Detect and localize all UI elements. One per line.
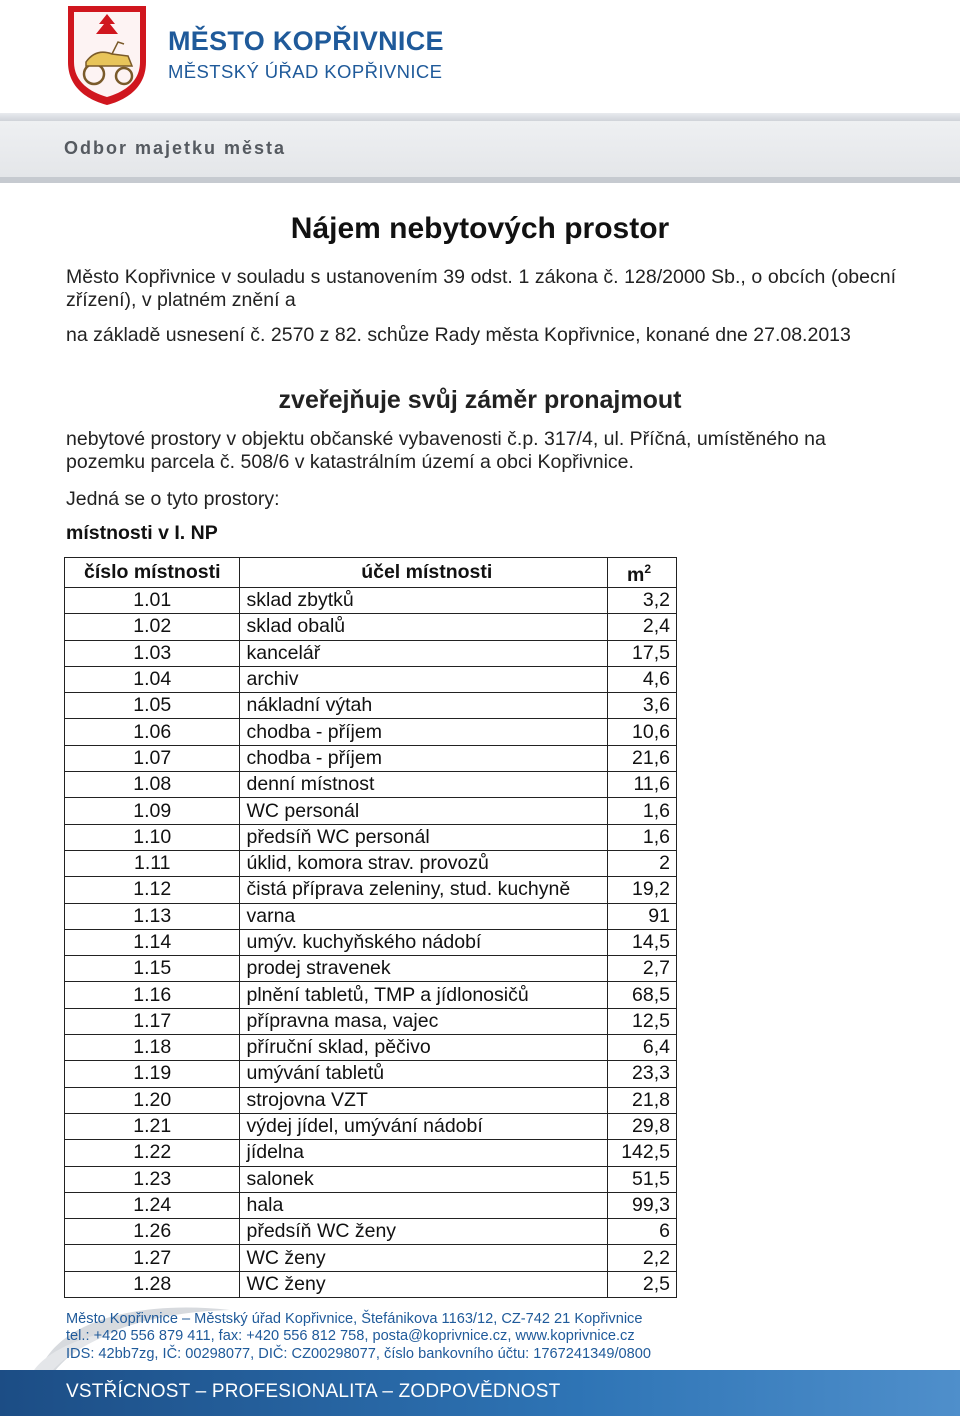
room-area-cell: 12,5 [608,1008,677,1034]
table-row [65,824,677,850]
room-purpose-cell: čistá příprava zeleniny, stud. kuchyně [240,877,608,903]
table-row [65,1061,677,1087]
room-area-cell: 3,6 [608,693,677,719]
room-area-cell: 68,5 [608,982,677,1008]
footer-address: Město Kopřivnice – Městský úřad Kopřivnice, Štefánikova 1163/12, CZ-742 21 Kopřivnice [66,1311,643,1327]
room-purpose-cell: kancelář [240,640,608,666]
room-purpose-cell: předsíň WC personál [240,824,608,850]
room-area-cell: 2,2 [608,1245,677,1271]
room-number-cell: 1.24 [65,1192,240,1218]
room-purpose-cell: příruční sklad, pěčivo [240,1035,608,1061]
room-purpose-cell: jídelna [240,1140,608,1166]
intro-paragraph-legal: Město Kopřivnice v souladu s ustanovením 39 odst. 1 zákona č. 128/2000 Sb., o obcích (obecní zřízení), v platném znění a [66,266,896,311]
room-purpose-cell: nákladní výtah [240,693,608,719]
header-room-area [608,558,677,588]
room-purpose-cell: chodba - příjem [240,719,608,745]
table-row [65,1035,677,1061]
room-area-cell: 2,5 [608,1271,677,1297]
header-divider [0,113,960,121]
room-area-cell: 91 [608,903,677,929]
room-purpose-cell: prodej stravenek [240,956,608,982]
table-header-row [65,558,677,588]
table-row [65,614,677,640]
header-room-number: číslo místnosti [65,558,240,588]
table-row [65,745,677,771]
room-area-cell: 99,3 [608,1192,677,1218]
table-row [65,1166,677,1192]
table-row [65,850,677,876]
room-purpose-cell: WC ženy [240,1271,608,1297]
room-area-cell: 10,6 [608,719,677,745]
room-purpose-cell: chodba - příjem [240,745,608,771]
floor-label: místnosti v I. NP [66,522,218,544]
room-number-cell: 1.02 [65,614,240,640]
table-row [65,1192,677,1218]
table-row [65,1087,677,1113]
room-number-cell: 1.05 [65,693,240,719]
room-number-cell: 1.10 [65,824,240,850]
rooms-table [64,557,677,1298]
room-purpose-cell: sklad zbytků [240,588,608,614]
room-number-cell: 1.07 [65,745,240,771]
rooms-table-body [65,588,677,1298]
room-number-cell: 1.16 [65,982,240,1008]
room-area-cell: 19,2 [608,877,677,903]
table-row [65,1113,677,1139]
room-number-cell: 1.27 [65,1245,240,1271]
table-row [65,1245,677,1271]
room-area-cell: 29,8 [608,1113,677,1139]
room-number-cell: 1.14 [65,929,240,955]
room-number-cell: 1.08 [65,772,240,798]
room-number-cell: 1.06 [65,719,240,745]
area-unit-exponent: 2 [644,562,652,576]
city-name: MĚSTO KOPŘIVNICE [168,26,444,56]
office-name: MĚSTSKÝ ÚŘAD KOPŘIVNICE [168,61,443,82]
room-number-cell: 1.26 [65,1219,240,1245]
table-row [65,666,677,692]
room-purpose-cell: úklid, komora strav. provozů [240,850,608,876]
room-purpose-cell: varna [240,903,608,929]
room-purpose-cell: předsíň WC ženy [240,1219,608,1245]
room-purpose-cell: WC personál [240,798,608,824]
city-coat-of-arms-logo [66,4,148,106]
room-number-cell: 1.04 [65,666,240,692]
room-area-cell: 4,6 [608,666,677,692]
room-number-cell: 1.13 [65,903,240,929]
room-area-cell: 6,4 [608,1035,677,1061]
footer-motto: VSTŘÍCNOST – PROFESIONALITA – ZODPOVĚDNOST [66,1381,561,1402]
room-area-cell: 14,5 [608,929,677,955]
property-description: nebytové prostory v objektu občanské vybavenosti č.p. 317/4, ul. Příčná, umístěného na pozemku parcela č. 508/6 v katastrálním území a obci Kopřivnice. [66,428,826,473]
announcement-heading: zveřejňuje svůj záměr pronajmout [278,386,682,414]
table-row [65,1219,677,1245]
footer-ids: IDS: 42bb7zg, IČ: 00298077, DIČ: CZ00298077, číslo bankovního účtu: 1767241349/0800 [66,1346,651,1362]
room-number-cell: 1.22 [65,1140,240,1166]
room-purpose-cell: strojovna VZT [240,1087,608,1113]
room-number-cell: 1.15 [65,956,240,982]
room-area-cell: 1,6 [608,798,677,824]
room-area-cell: 17,5 [608,640,677,666]
room-number-cell: 1.28 [65,1271,240,1297]
room-area-cell: 23,3 [608,1061,677,1087]
room-purpose-cell: WC ženy [240,1245,608,1271]
room-area-cell: 6 [608,1219,677,1245]
room-number-cell: 1.09 [65,798,240,824]
table-row [65,1140,677,1166]
room-number-cell: 1.03 [65,640,240,666]
room-area-cell: 142,5 [608,1140,677,1166]
room-number-cell: 1.01 [65,588,240,614]
table-row [65,719,677,745]
table-row [65,798,677,824]
room-area-cell: 21,6 [608,745,677,771]
room-area-cell: 2,7 [608,956,677,982]
room-purpose-cell: umýv. kuchyňského nádobí [240,929,608,955]
room-purpose-cell: přípravna masa, vajec [240,1008,608,1034]
room-area-cell: 1,6 [608,824,677,850]
document-title: Nájem nebytových prostor [290,212,670,245]
room-purpose-cell: umývání tabletů [240,1061,608,1087]
room-purpose-cell: výdej jídel, umývání nádobí [240,1113,608,1139]
room-area-cell: 2,4 [608,614,677,640]
table-row [65,693,677,719]
room-purpose-cell: plnění tabletů, TMP a jídlonosičů [240,982,608,1008]
room-area-cell: 21,8 [608,1087,677,1113]
intro-paragraph-resolution: na základě usnesení č. 2570 z 82. schůze Rady města Kopřivnice, konané dne 27.08.2013 [66,324,851,346]
area-unit: m [627,564,645,586]
rooms-intro: Jedná se o tyto prostory: [66,488,280,510]
room-area-cell: 11,6 [608,772,677,798]
department-divider [0,177,960,183]
table-row [65,588,677,614]
room-number-cell: 1.17 [65,1008,240,1034]
footer-contact: tel.: +420 556 879 411, fax: +420 556 812 758, posta@koprivnice.cz, www.koprivnice.cz [66,1328,635,1344]
room-area-cell: 3,2 [608,588,677,614]
room-purpose-cell: sklad obalů [240,614,608,640]
header-room-purpose: účel místnosti [240,558,608,588]
room-purpose-cell: archiv [240,666,608,692]
room-number-cell: 1.11 [65,850,240,876]
room-number-cell: 1.23 [65,1166,240,1192]
room-purpose-cell: hala [240,1192,608,1218]
room-area-cell: 2 [608,850,677,876]
room-area-cell: 51,5 [608,1166,677,1192]
room-purpose-cell: salonek [240,1166,608,1192]
table-row [65,877,677,903]
room-purpose-cell: denní místnost [240,772,608,798]
table-row [65,1008,677,1034]
department-name: Odbor majetku města [64,138,287,158]
room-number-cell: 1.12 [65,877,240,903]
table-row [65,772,677,798]
table-row [65,903,677,929]
room-number-cell: 1.18 [65,1035,240,1061]
table-row [65,640,677,666]
room-number-cell: 1.20 [65,1087,240,1113]
room-number-cell: 1.19 [65,1061,240,1087]
room-number-cell: 1.21 [65,1113,240,1139]
table-row [65,956,677,982]
table-row [65,929,677,955]
table-row [65,982,677,1008]
